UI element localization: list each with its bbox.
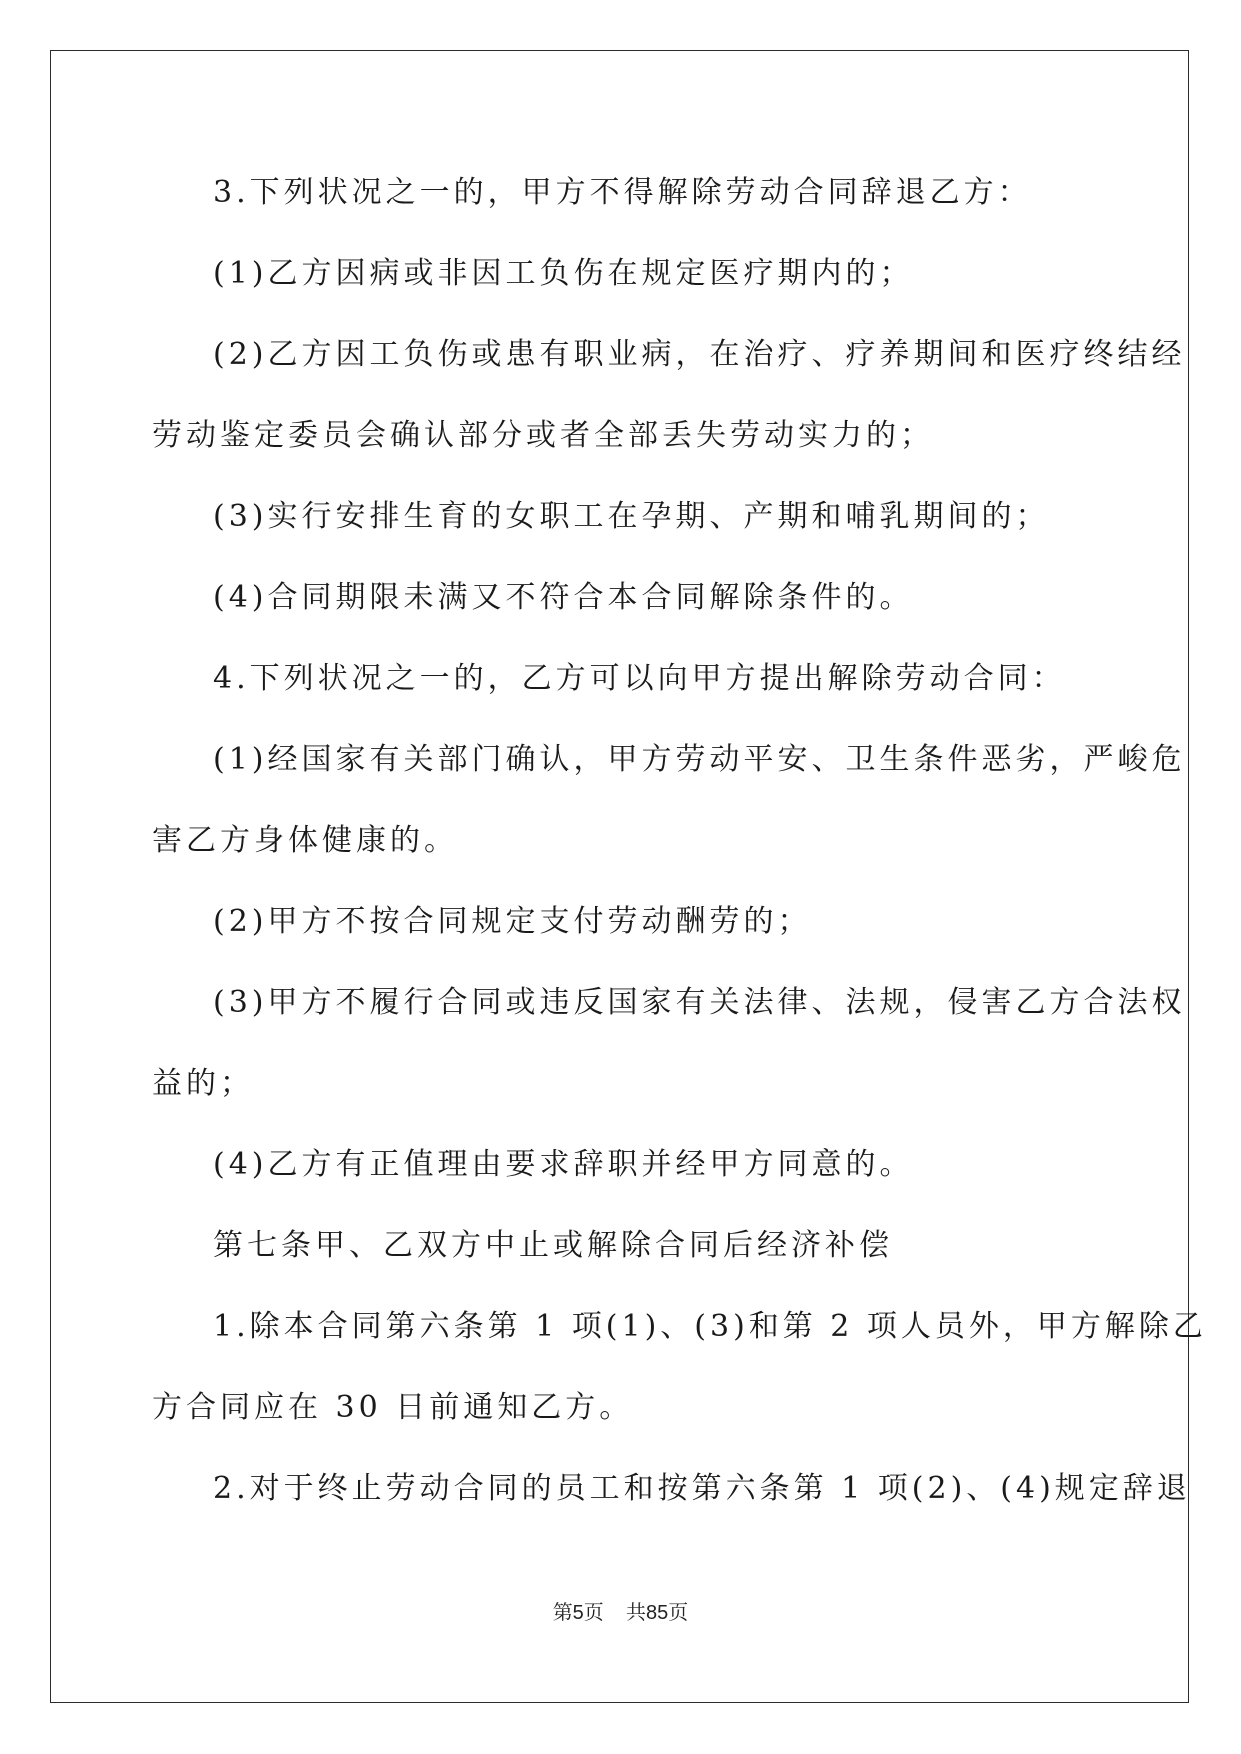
page-footer <box>0 1596 1241 1625</box>
page-border <box>50 50 1189 1703</box>
total-pages: 共85页 <box>626 1602 689 1624</box>
page-number: 第5页 <box>552 1602 604 1624</box>
